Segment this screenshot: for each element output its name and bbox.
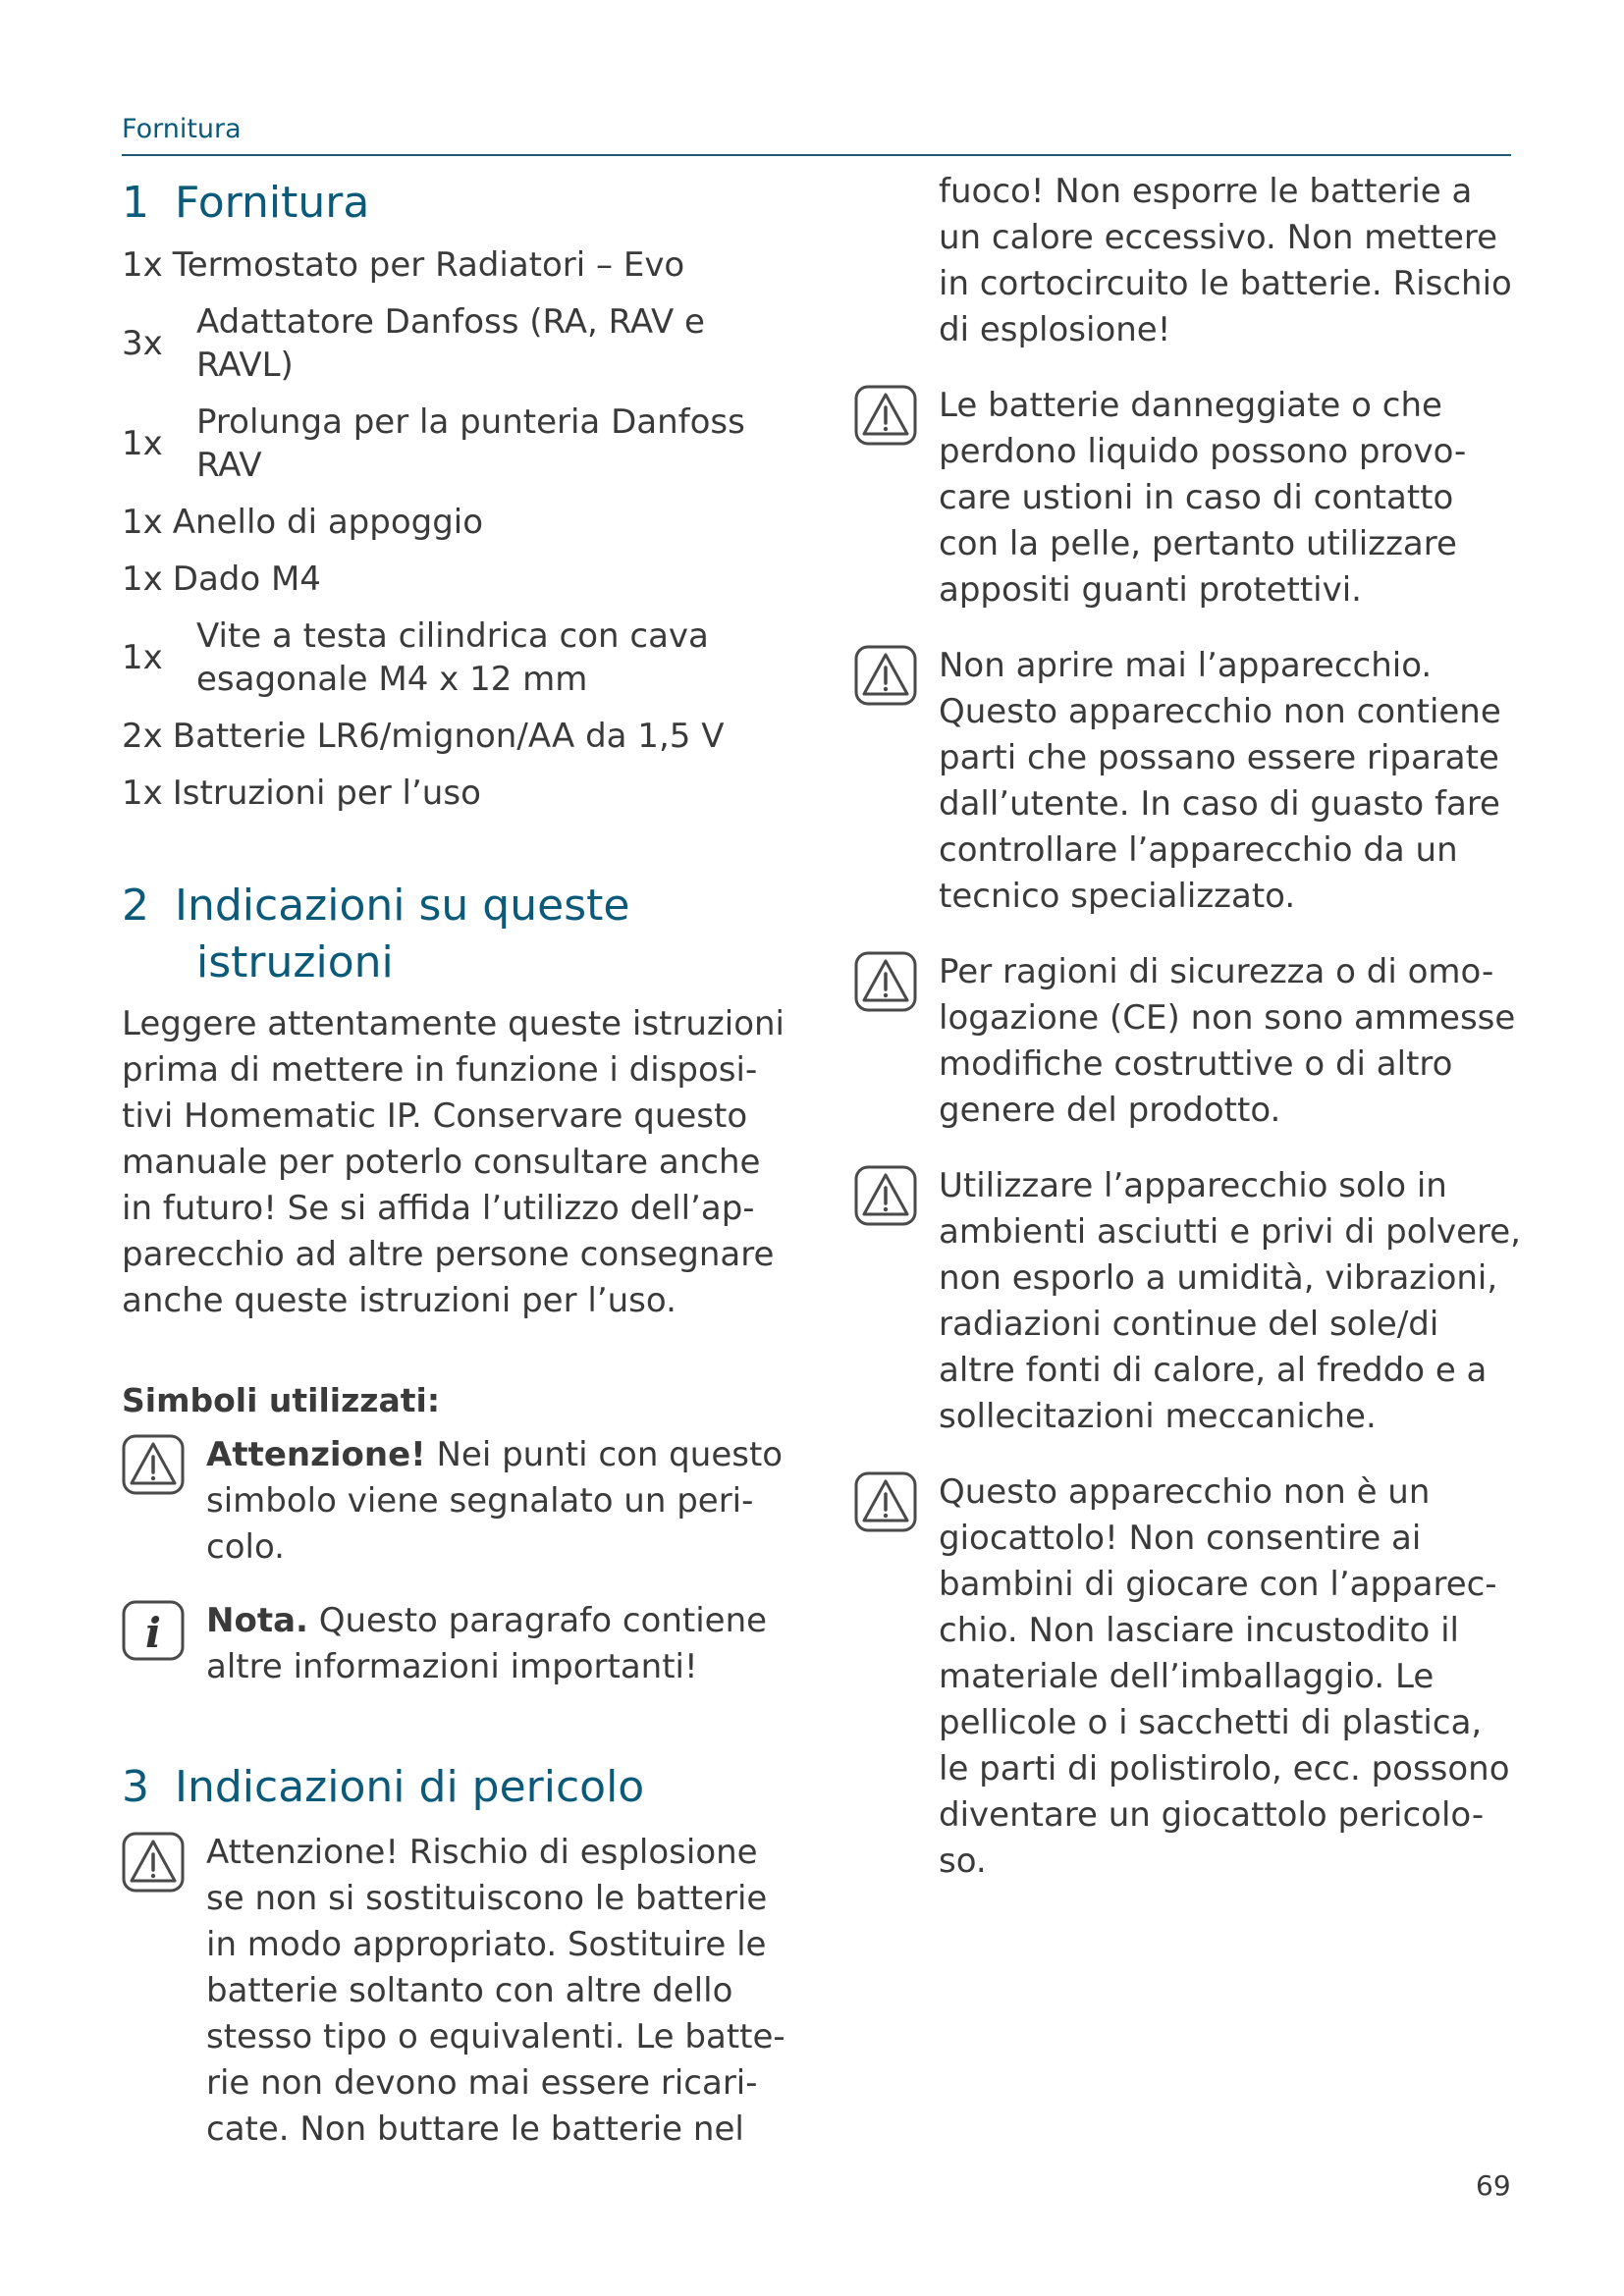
- delivery-text: Dado M4: [172, 560, 321, 599]
- delivery-qty: 1x: [122, 560, 163, 599]
- hazard-warning: [854, 1163, 1522, 1440]
- delivery-list: [122, 243, 789, 815]
- delivery-text: Termostato per Radiatori – Evo: [172, 245, 685, 285]
- symbols-heading: Simboli utilizzati:: [122, 1381, 441, 1419]
- section-2-title-line-2: istruzioni: [196, 937, 394, 988]
- delivery-text: Adattatore Danfoss (RA, RAV e RAVL): [196, 302, 705, 385]
- delivery-qty: 1x: [122, 638, 163, 677]
- hazard-text: Questo apparecchio non è un giocattolo! Non consentire ai bambini di giocare con l’apparec-chio. Non lasciare incustodito il materiale dell’imballaggio. Le pellicole o i sacchetti di plastica, le parti di polistirolo, ecc. possono diventare un giocattolo pericolo-so.: [939, 1472, 1510, 1881]
- section-3-heading: [122, 1759, 789, 1816]
- hazard-warning: [854, 383, 1522, 614]
- section-2-number: 2: [122, 881, 149, 931]
- delivery-qty: 2x: [122, 717, 163, 756]
- delivery-qty: 1x: [122, 774, 163, 813]
- delivery-qty: 1x: [122, 245, 163, 285]
- delivery-item: [122, 558, 789, 601]
- delivery-item: [122, 243, 789, 287]
- svg-text:i: i: [145, 1609, 161, 1657]
- delivery-qty: 3x: [122, 324, 163, 363]
- section-3-title: Indicazioni di pericolo: [175, 1762, 645, 1812]
- hazard-warning-explosion: [122, 1830, 789, 2153]
- section-2-heading: [122, 878, 789, 991]
- note-label: Nota.: [206, 1601, 308, 1640]
- hazard-warning: [854, 643, 1522, 920]
- warning-icon: [854, 643, 939, 706]
- hazard-text: Non aprire mai l’apparecchio. Questo apparecchio non contiene parti che possano essere riparate dall’utente. In caso di guasto fare controllare l’apparecchio da un tecnico specializzato.: [939, 646, 1501, 916]
- continuation-spacer: [854, 169, 939, 171]
- symbol-warning-row: [122, 1432, 789, 1571]
- warning-icon: [854, 949, 939, 1012]
- delivery-text: Prolunga per la punteria Danfoss RAV: [196, 402, 745, 485]
- warning-icon: [122, 1830, 206, 1893]
- section-1-heading: [122, 175, 789, 232]
- instructions-paragraph: Leggere attentamente queste istruzioni prima di mettere in funzione i disposi-tivi Homematic IP. Conservare questo manuale per poterlo consultare anche in futuro! Se si affida l’utilizzo dell’ap-parecchio ad altre persone consegnare anche queste istruzioni per l’uso.: [122, 1004, 785, 1320]
- delivery-qty: 1x: [122, 503, 163, 542]
- hazard-text: Per ragioni di sicurezza o di omo-logazione (CE) non sono ammesse modifiche costruttive o di altro genere del prodotto.: [939, 952, 1516, 1130]
- delivery-text: Vite a testa cilindrica con cava esagonale M4 x 12 mm: [196, 616, 709, 699]
- hazard-continuation: [854, 169, 1522, 353]
- warning-symbol-description: [206, 1432, 789, 1571]
- delivery-qty: 1x: [122, 424, 163, 463]
- page-number: 69: [1476, 2169, 1511, 2202]
- info-icon: [122, 1598, 206, 1661]
- hazard-text: fuoco! Non esporre le batterie a un calore eccessivo. Non mettere in cortocircuito le batterie. Rischio di esplosione!: [939, 172, 1512, 349]
- hazard-warning: [854, 949, 1522, 1134]
- warning-icon: [854, 383, 939, 446]
- delivery-item: [122, 300, 789, 387]
- left-column: [122, 175, 789, 2180]
- section-2-title-line-1: Indicazioni su queste: [175, 881, 630, 931]
- delivery-item: [122, 772, 789, 815]
- delivery-item: [122, 400, 789, 487]
- warning-icon: [854, 1163, 939, 1226]
- hazard-text: Attenzione! Rischio di esplosione se non si sostituiscono le batterie in modo appropriato. Sostituire le batterie soltanto con altre dello stesso tipo o equivalenti. Le batte-rie non devono mai essere ricari-cate. Non buttare le batterie nel: [206, 1833, 785, 2149]
- note-text: Questo paragrafo contiene altre informazioni importanti!: [206, 1601, 768, 1686]
- hazard-warning: [854, 1469, 1522, 1885]
- right-column: [854, 172, 1522, 1912]
- symbol-note-row: [122, 1598, 789, 1690]
- hazard-text: Utilizzare l’apparecchio solo in ambienti asciutti e privi di polvere, non esporlo a umidità, vibrazioni, radiazioni continue del sole/di altre fonti di calore, al freddo e a sollecitazioni meccaniche.: [939, 1166, 1521, 1436]
- delivery-item: [122, 614, 789, 701]
- warning-label: Attenzione!: [206, 1435, 426, 1474]
- delivery-item: [122, 715, 789, 758]
- delivery-text: Batterie LR6/mignon/AA da 1,5 V: [172, 717, 725, 756]
- section-1-number: 1: [122, 178, 149, 228]
- delivery-text: Istruzioni per l’uso: [172, 774, 481, 813]
- running-header: Fornitura: [122, 114, 242, 144]
- hazard-text: Le batterie danneggiate o che perdono liquido possono provo-care ustioni in caso di contatto con la pelle, pertanto utilizzare appositi guanti protettivi.: [939, 386, 1467, 610]
- section-1-title: Fornitura: [175, 178, 370, 228]
- header-rule: [122, 154, 1511, 156]
- warning-icon: [122, 1432, 206, 1495]
- delivery-text: Anello di appoggio: [172, 503, 484, 542]
- warning-text: Nei punti con questo simbolo viene segnalato un peri-colo.: [206, 1435, 784, 1567]
- note-symbol-description: [206, 1598, 789, 1690]
- section-3-number: 3: [122, 1762, 149, 1812]
- warning-icon: [854, 1469, 939, 1532]
- delivery-item: [122, 501, 789, 544]
